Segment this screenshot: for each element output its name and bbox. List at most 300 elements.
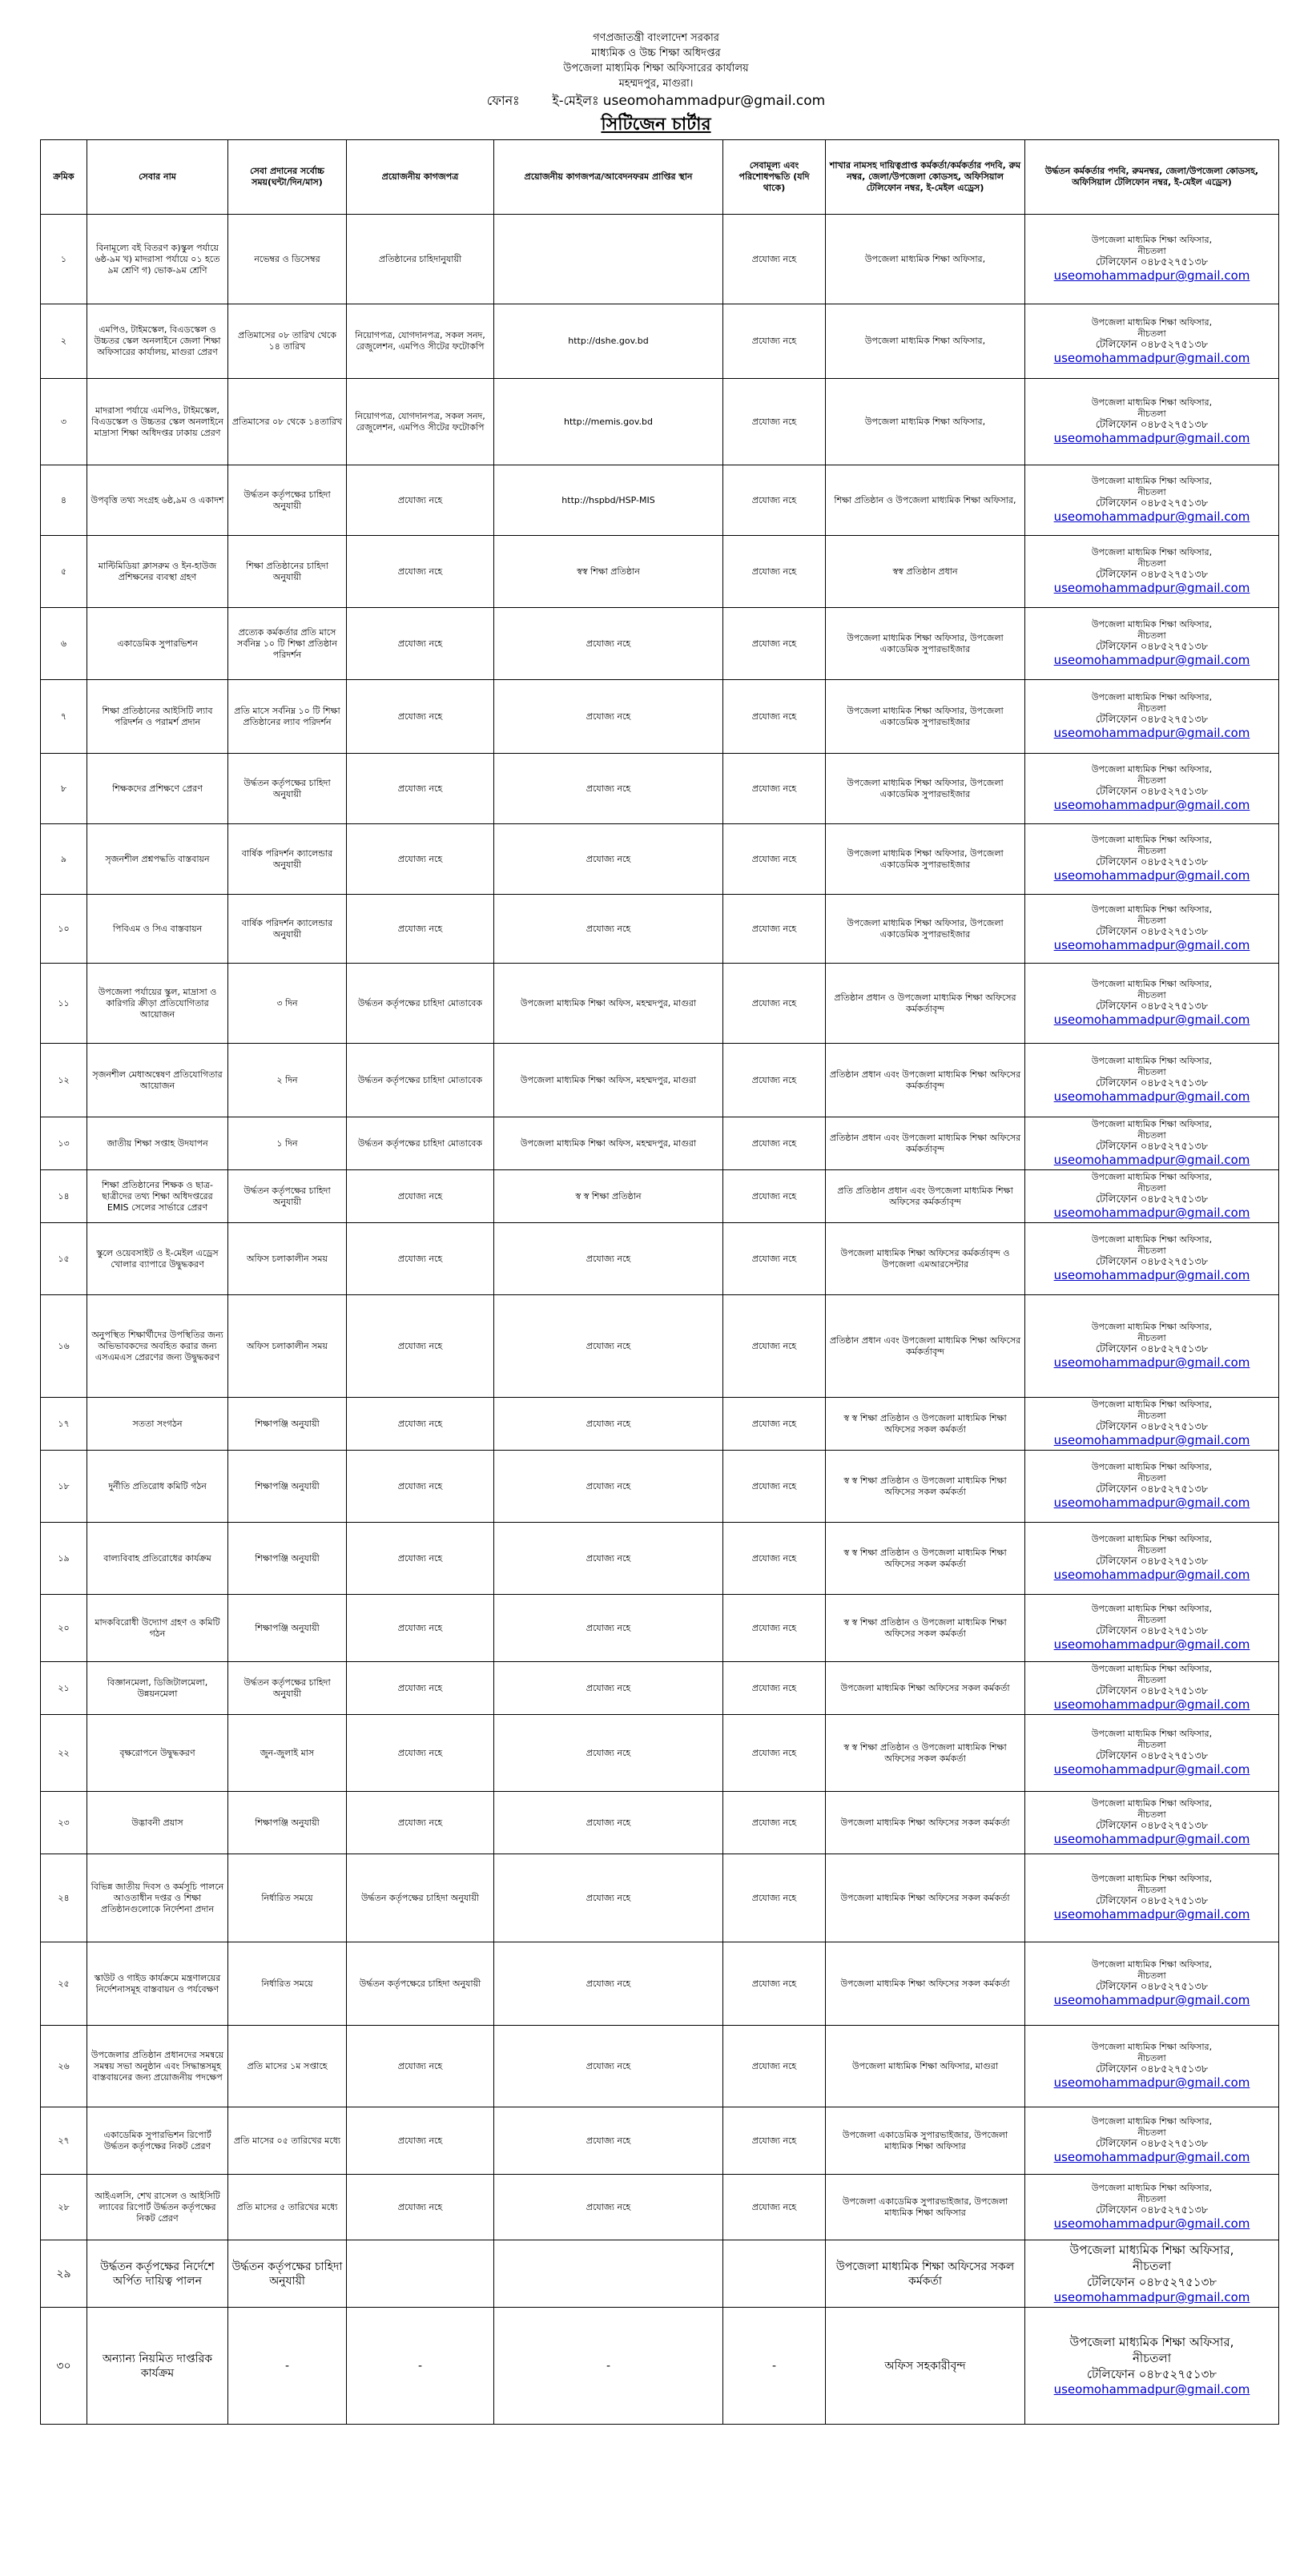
cell-serial: ২৭ [41, 2107, 87, 2175]
table-row [41, 1451, 1279, 1523]
cell-superior-officer [1025, 2107, 1279, 2175]
table-row [41, 2026, 1279, 2107]
officer-email[interactable]: useomohammadpur@gmail.com [1053, 1012, 1250, 1027]
header-email: useomohammadpur@gmail.com [602, 93, 826, 109]
officer-name: উপজেলা মাধ্যমিক শিক্ষা অফিসার, [1091, 1664, 1213, 1674]
cell-serial: ২০ [41, 1595, 87, 1662]
officer-email[interactable]: useomohammadpur@gmail.com [1053, 1993, 1250, 2007]
cell-responsible-officer: উপজেলা একাডেমিক সুপারভাইজার, উপজেলা মাধ্যমিক শিক্ষা অফিসার [826, 2175, 1025, 2240]
officer-email[interactable]: useomohammadpur@gmail.com [1053, 2075, 1250, 2090]
cell-required-documents: প্রযোজ্য নহে [347, 1523, 494, 1595]
table-row [41, 895, 1279, 964]
cell-serial: ২১ [41, 1662, 87, 1715]
cell-required-documents: প্রযোজ্য নহে [347, 536, 494, 608]
cell-max-time: নির্ধারিত সময়ে [228, 1942, 347, 2026]
cell-service-name: একাডেমিক সুপারভিশন রিপোর্ট উর্দ্ধতন কর্তৃপক্ষের নিকট প্রেরণ [87, 2107, 228, 2175]
cell-document-source: - [494, 2308, 723, 2425]
officer-phone: টেলিফোন ০৪৮৫২৭৫১৩৮ [1095, 1141, 1209, 1153]
officer-email[interactable]: useomohammadpur@gmail.com [1053, 1762, 1250, 1777]
cell-document-source: প্রযোজ্য নহে [494, 754, 723, 824]
cell-responsible-officer: প্রতিষ্ঠান প্রধান ও উপজেলা মাধ্যমিক শিক্ষা অফিসের কর্মকর্তাবৃন্দ [826, 964, 1025, 1044]
cell-required-documents: নিয়োগপত্র, যোগদানপত্র, সকল সনদ, রেজুলেশন, এমপিও সীটের ফটোকপি [347, 379, 494, 465]
officer-name: উপজেলা মাধ্যমিক শিক্ষা অফিসার, [1091, 764, 1213, 775]
officer-email[interactable]: useomohammadpur@gmail.com [1053, 1832, 1250, 1846]
cell-required-documents [347, 2240, 494, 2308]
table-row [41, 2175, 1279, 2240]
cell-document-source: প্রযোজ্য নহে [494, 680, 723, 754]
cell-superior-officer [1025, 1595, 1279, 1662]
cell-service-name: সৃজনশীল মেধাঅন্বেষণ প্রতিযোগিতার আয়োজন [87, 1044, 228, 1117]
cell-serial: ১০ [41, 895, 87, 964]
cell-required-documents: প্রযোজ্য নহে [347, 2026, 494, 2107]
cell-service-name: আইএলসি, শেখ রাসেল ও আইসিটি ল্যাবের রিপোর্ট উর্দ্ধতন কর্তৃপক্ষের নিকট প্রেরণ [87, 2175, 228, 2240]
cell-max-time: ২ দিন [228, 1044, 347, 1117]
officer-name: উপজেলা মাধ্যমিক শিক্ষা অফিসার, [1069, 2335, 1234, 2349]
table-row [41, 1662, 1279, 1715]
officer-location: নীচতলা [1137, 1740, 1166, 1750]
phone-label: ফোনঃ [486, 93, 520, 108]
cell-superior-officer [1025, 2026, 1279, 2107]
table-row [41, 536, 1279, 608]
officer-name: উপজেলা মাধ্যমিক শিক্ষা অফিসার, [1091, 2116, 1213, 2127]
cell-required-documents: - [347, 2308, 494, 2425]
officer-name: উপজেলা মাধ্যমিক শিক্ষা অফিসার, [1091, 904, 1213, 915]
officer-location: নীচতলা [1137, 846, 1166, 856]
cell-superior-officer [1025, 304, 1279, 379]
cell-service-name: উপজেলার প্রতিষ্ঠান প্রধানদের সমন্বয়ে সমন্বয় সভা অনুষ্ঠান এবং সিদ্ধান্তসমূহ বাস্তবায়নের জন্য প্রয়োজনীয় পদক্ষেপ [87, 2026, 228, 2107]
cell-service-name: মাল্টিমিডিয়া ক্লাসরুম ও ইন-হাউজ প্রশিক্ষনের ব্যবস্থা গ্রহণ [87, 536, 228, 608]
officer-phone: টেলিফোন ০৪৮৫২৭৫১৩৮ [1095, 1193, 1209, 1205]
officer-email[interactable]: useomohammadpur@gmail.com [1053, 726, 1250, 740]
cell-service-fee: প্রযোজ্য নহে [723, 754, 826, 824]
officer-email[interactable]: useomohammadpur@gmail.com [1053, 1089, 1250, 1104]
cell-superior-officer [1025, 1854, 1279, 1942]
cell-superior-officer [1025, 2175, 1279, 2240]
cell-document-source: প্রযোজ্য নহে [494, 1523, 723, 1595]
cell-responsible-officer: উপজেলা মাধ্যমিক শিক্ষা অফিসের সকল কর্মকর্তা [826, 1792, 1025, 1854]
column-header-document-source: প্রয়োজনীয় কাগজপত্র/আবেদনফরম প্রাপ্তির স্থান [494, 140, 723, 215]
cell-service-name: সৃজনশীল প্রশ্নপদ্ধতি বাস্তবায়ন [87, 824, 228, 895]
cell-responsible-officer: উপজেলা মাধ্যমিক শিক্ষা অফিসার, উপজেলা একাডেমিক সুপারভাইজার [826, 895, 1025, 964]
officer-phone: টেলিফোন ০৪৮৫২৭৫১৩৮ [1095, 569, 1209, 581]
cell-service-name: অনুপস্থিত শিক্ষার্থীদের উপস্থিতির জন্য অভিভাবকদের অবহিত করার জন্য এসএমএস প্রেরণের জন্য উদ্বুদ্ধকরণ [87, 1295, 228, 1398]
officer-email[interactable]: useomohammadpur@gmail.com [1053, 2382, 1250, 2397]
cell-superior-officer [1025, 1662, 1279, 1715]
cell-required-documents: প্রযোজ্য নহে [347, 1792, 494, 1854]
cell-service-name: মাদকবিরোধী উদ্যোগ গ্রহণ ও কমিটি গঠন [87, 1595, 228, 1662]
cell-service-name: উপবৃত্তি তথ্য সংগ্রহ ৬ষ্ঠ,৯ম ও একাদশ [87, 465, 228, 536]
cell-required-documents: প্রযোজ্য নহে [347, 1662, 494, 1715]
cell-serial: ২৪ [41, 1854, 87, 1942]
cell-document-source: উপজেলা মাধ্যমিক শিক্ষা অফিস, মহম্মদপুর, মাগুরা [494, 964, 723, 1044]
cell-document-source: প্রযোজ্য নহে [494, 1398, 723, 1451]
cell-superior-officer [1025, 1044, 1279, 1117]
officer-location: নীচতলা [1137, 1130, 1166, 1141]
cell-serial: ১৭ [41, 1398, 87, 1451]
officer-phone: টেলিফোন ০৪৮৫২৭৫১৩৮ [1095, 2063, 1209, 2075]
cell-responsible-officer: প্রতি প্রতিষ্ঠান প্রধান এবং উপজেলা মাধ্যমিক শিক্ষা অফিসের কর্মকর্তাবৃন্দ [826, 1170, 1025, 1223]
cell-max-time: শিক্ষাপঞ্জি অনুযায়ী [228, 1595, 347, 1662]
column-header-required-documents: প্রয়োজনীয় কাগজপত্র [347, 140, 494, 215]
officer-email[interactable]: useomohammadpur@gmail.com [1053, 1205, 1250, 1220]
cell-max-time: ১ দিন [228, 1117, 347, 1170]
cell-responsible-officer: উপজেলা মাধ্যমিক শিক্ষা অফিসার, [826, 215, 1025, 304]
cell-responsible-officer: উপজেলা মাধ্যমিক শিক্ষা অফিসের সকল কর্মকর্তা [826, 2240, 1025, 2308]
officer-name: উপজেলা মাধ্যমিক শিক্ষা অফিসার, [1091, 235, 1213, 245]
cell-responsible-officer: প্রতিষ্ঠান প্রধান এবং উপজেলা মাধ্যমিক শিক্ষা অফিসের কর্মকর্তাবৃন্দ [826, 1295, 1025, 1398]
officer-name: উপজেলা মাধ্যমিক শিক্ষা অফিসার, [1091, 619, 1213, 630]
cell-document-source: উপজেলা মাধ্যমিক শিক্ষা অফিস, মহম্মদপুর, মাগুরা [494, 1044, 723, 1117]
cell-service-fee: প্রযোজ্য নহে [723, 1398, 826, 1451]
cell-max-time: শিক্ষা প্রতিষ্ঠানের চাহিদা অনুযায়ী [228, 536, 347, 608]
cell-serial: ৩ [41, 379, 87, 465]
officer-location: নীচতলা [1132, 2259, 1172, 2273]
cell-required-documents: প্রযোজ্য নহে [347, 2107, 494, 2175]
cell-superior-officer [1025, 215, 1279, 304]
officer-name: উপজেলা মাধ্যমিক শিক্ষা অফিসার, [1091, 316, 1213, 328]
cell-service-name: বিভিন্ন জাতীয় দিবস ও কর্মসূচি পালনে আওতাধীন দপ্তর ও শিক্ষা প্রতিষ্ঠানগুলোকে নির্দেশনা প্রদান [87, 1854, 228, 1942]
cell-required-documents: প্রযোজ্য নহে [347, 1715, 494, 1792]
cell-service-fee: - [723, 2308, 826, 2425]
cell-required-documents: প্রযোজ্য নহে [347, 680, 494, 754]
cell-document-source: প্রযোজ্য নহে [494, 2026, 723, 2107]
cell-responsible-officer: উপজেলা মাধ্যমিক শিক্ষা অফিসার, মাগুরা [826, 2026, 1025, 2107]
table-row [41, 1854, 1279, 1942]
table-row [41, 754, 1279, 824]
officer-phone: টেলিফোন ০৪৮৫২৭৫১৩৮ [1095, 1625, 1209, 1637]
cell-max-time: প্রতিমাসের ০৮ তারিখ থেকে ১৪ তারিখ [228, 304, 347, 379]
officer-email[interactable]: useomohammadpur@gmail.com [1053, 509, 1250, 524]
officer-email[interactable]: useomohammadpur@gmail.com [1053, 1907, 1250, 1922]
cell-max-time: প্রত্যেক কর্মকর্তার প্রতি মাসে সর্বনিম্ন ১০ টি শিক্ষা প্রতিষ্ঠান পরিদর্শন [228, 608, 347, 680]
officer-phone: টেলিফোন ০৪৮৫২৭৫১৩৮ [1095, 1421, 1209, 1433]
cell-superior-officer [1025, 1942, 1279, 2026]
cell-service-fee: প্রযোজ্য নহে [723, 465, 826, 536]
cell-responsible-officer: স্ব স্ব শিক্ষা প্রতিষ্ঠান ও উপজেলা মাধ্যমিক শিক্ষা অফিসের সকল কর্মকর্তা [826, 1451, 1025, 1523]
cell-service-name: বৃক্ষরোপনে উদ্বুদ্ধকরণ [87, 1715, 228, 1792]
cell-max-time: - [228, 2308, 347, 2425]
cell-service-name: জাতীয় শিক্ষা সপ্তাহ উদযাপন [87, 1117, 228, 1170]
officer-phone: টেলিফোন ০৪৮৫২৭৫১৩৮ [1095, 256, 1209, 268]
cell-responsible-officer: স্ব স্ব শিক্ষা প্রতিষ্ঠান ও উপজেলা মাধ্যমিক শিক্ষা অফিসের সকল কর্মকর্তা [826, 1398, 1025, 1451]
column-header-service-name: সেবার নাম [87, 140, 228, 215]
officer-phone: টেলিফোন ০৪৮৫২৭৫১৩৮ [1095, 338, 1209, 351]
cell-superior-officer [1025, 2240, 1279, 2308]
cell-responsible-officer: উপজেলা মাধ্যমিক শিক্ষা অফিসার, উপজেলা একাডেমিক সুপারভাইজার [826, 824, 1025, 895]
cell-document-source: প্রযোজ্য নহে [494, 1662, 723, 1715]
table-row [41, 215, 1279, 304]
cell-document-source: http://hspbd/HSP-MIS [494, 465, 723, 536]
cell-max-time: প্রতিমাসের ০৮ থেকে ১৪তারিখ [228, 379, 347, 465]
officer-phone: টেলিফোন ০৪৮৫২৭৫১৩৮ [1095, 856, 1209, 868]
cell-responsible-officer: প্রতিষ্ঠান প্রধান এবং উপজেলা মাধ্যমিক শিক্ষা অফিসের কর্মকর্তাবৃন্দ [826, 1117, 1025, 1170]
cell-service-fee: প্রযোজ্য নহে [723, 895, 826, 964]
cell-service-fee: প্রযোজ্য নহে [723, 1451, 826, 1523]
cell-max-time: অফিস চলাকালীন সময় [228, 1223, 347, 1295]
officer-name: উপজেলা মাধ্যমিক শিক্ষা অফিসার, [1091, 1322, 1213, 1332]
cell-service-fee: প্রযোজ্য নহে [723, 215, 826, 304]
cell-document-source: http://dshe.gov.bd [494, 304, 723, 379]
officer-email[interactable]: useomohammadpur@gmail.com [1053, 938, 1250, 952]
officer-phone: টেলিফোন ০৪৮৫২৭৫১৩৮ [1086, 2367, 1217, 2381]
cell-required-documents: উর্দ্ধতন কর্তৃপক্ষের চাহিদা মোতাবেক [347, 1044, 494, 1117]
cell-serial: ৮ [41, 754, 87, 824]
cell-required-documents: উর্দ্ধতন কর্তৃপক্ষের চাহিদা মোতাবেক [347, 1117, 494, 1170]
officer-email[interactable]: useomohammadpur@gmail.com [1053, 1495, 1250, 1510]
cell-service-fee: প্রযোজ্য নহে [723, 379, 826, 465]
cell-service-fee: প্রযোজ্য নহে [723, 1117, 826, 1170]
cell-required-documents: উর্দ্ধতন কর্তৃপক্ষের চাহিদা অনুযায়ী [347, 1854, 494, 1942]
officer-phone: টেলিফোন ০৪৮৫২৭৫১৩৮ [1095, 2138, 1209, 2150]
cell-service-fee: প্রযোজ্য নহে [723, 1595, 826, 1662]
cell-max-time: প্রতি মাসে সর্বনিম্ন ১০ টি শিক্ষা প্রতিষ্ঠানের ল্যাব পরিদর্শন [228, 680, 347, 754]
table-row [41, 1595, 1279, 1662]
cell-max-time: জুন-জুলাই মাস [228, 1715, 347, 1792]
cell-superior-officer [1025, 895, 1279, 964]
officer-email[interactable]: useomohammadpur@gmail.com [1053, 2150, 1250, 2164]
cell-service-fee: প্রযোজ্য নহে [723, 1715, 826, 1792]
officer-phone: টেলিফোন ০৪৮৫২৭৫১৩৮ [1095, 1685, 1209, 1697]
cell-document-source: প্রযোজ্য নহে [494, 1595, 723, 1662]
officer-email[interactable]: useomohammadpur@gmail.com [1053, 2216, 1250, 2231]
cell-responsible-officer: উপজেলা মাধ্যমিক শিক্ষা অফিসের কর্মকর্তাবৃন্দ ও উপজেলা এমআরসেন্টার [826, 1223, 1025, 1295]
officer-name: উপজেলা মাধ্যমিক শিক্ষা অফিসার, [1091, 1399, 1213, 1410]
cell-max-time: বার্ষিক পরিদর্শন ক্যালেন্ডার অনুযায়ী [228, 895, 347, 964]
cell-required-documents: নিয়োগপত্র, যোগদানপত্র, সকল সনদ, রেজুলেশন, এমপিও সীটের ফটোকপি [347, 304, 494, 379]
cell-max-time: ৩ দিন [228, 964, 347, 1044]
officer-name: উপজেলা মাধ্যমিক শিক্ষা অফিসার, [1091, 1119, 1213, 1129]
cell-document-source: স্ব স্ব শিক্ষা প্রতিষ্ঠান [494, 1170, 723, 1223]
cell-required-documents: প্রযোজ্য নহে [347, 1595, 494, 1662]
cell-document-source: স্বস্ব শিক্ষা প্রতিষ্ঠান [494, 536, 723, 608]
cell-service-fee: প্রযোজ্য নহে [723, 964, 826, 1044]
cell-service-fee: প্রযোজ্য নহে [723, 2026, 826, 2107]
officer-location: নীচতলা [1137, 1675, 1166, 1685]
cell-max-time: উর্দ্ধতন কর্তৃপক্ষের চাহিদা অনুযায়ী [228, 465, 347, 536]
cell-document-source: প্রযোজ্য নহে [494, 2175, 723, 2240]
officer-email[interactable]: useomohammadpur@gmail.com [1053, 868, 1250, 883]
cell-max-time: শিক্ষাপঞ্জি অনুযায়ী [228, 1451, 347, 1523]
cell-required-documents: প্রযোজ্য নহে [347, 2175, 494, 2240]
cell-service-name: উদ্ভাবনী প্রয়াস [87, 1792, 228, 1854]
table-header-row [41, 140, 1279, 215]
officer-email[interactable]: useomohammadpur@gmail.com [1053, 1153, 1250, 1167]
table-row [41, 964, 1279, 1044]
cell-max-time: উর্দ্ধতন কর্তৃপক্ষের চাহিদা অনুযায়ী [228, 1662, 347, 1715]
cell-superior-officer [1025, 2308, 1279, 2425]
cell-serial: ১৪ [41, 1170, 87, 1223]
column-header-superior-officer: উর্দ্ধতন কর্মকর্তার পদবি, রুমনম্বর, জেলা/উপজেলা কোডসহ, অফিসিয়াল টেলিফোন নম্বর, ই-মেইল এড্রেস) [1025, 140, 1279, 215]
officer-email[interactable]: useomohammadpur@gmail.com [1053, 268, 1250, 283]
cell-service-name: স্কুলে ওয়েবসাইট ও ই-মেইল এড্রেস খোলার ব্যাপারে উদ্বুদ্ধকরণ [87, 1223, 228, 1295]
cell-service-name: এমপিও, টাইমস্কেল, বিএডস্কেল ও উচ্চতর স্কেল অনলাইনে জেলা শিক্ষা অফিসারের কার্যালয়, মাগুরা প্রেরণ [87, 304, 228, 379]
officer-phone: টেলিফোন ০৪৮৫২৭৫১৩৮ [1095, 1895, 1209, 1907]
cell-service-fee: প্রযোজ্য নহে [723, 680, 826, 754]
officer-name: উপজেলা মাধ্যমিক শিক্ষা অফিসার, [1091, 1056, 1213, 1066]
officer-location: নীচতলা [1137, 1970, 1166, 1981]
table-row [41, 1170, 1279, 1223]
officer-name: উপজেলা মাধ্যমিক শিক্ষা অফিসার, [1091, 476, 1213, 486]
cell-service-name: শিক্ষা প্রতিষ্ঠানের আইসিটি ল্যাব পরিদর্শন ও পরামর্শ প্রদান [87, 680, 228, 754]
officer-location: নীচতলা [1137, 2194, 1166, 2204]
cell-document-source: প্রযোজ্য নহে [494, 1295, 723, 1398]
officer-email[interactable]: useomohammadpur@gmail.com [1053, 581, 1250, 595]
cell-serial: ৩০ [41, 2308, 87, 2425]
cell-document-source: http://memis.gov.bd [494, 379, 723, 465]
officer-name: উপজেলা মাধ্যমিক শিক্ষা অফিসার, [1091, 547, 1213, 557]
cell-max-time: প্রতি মাসের ৫ তারিখের মধ্যে [228, 2175, 347, 2240]
page-title: সিটিজেন চার্টার [601, 115, 711, 135]
cell-required-documents: প্রযোজ্য নহে [347, 1223, 494, 1295]
header-line-office: উপজেলা মাধ্যমিক শিক্ষা অফিসারের কার্যালয় [563, 62, 749, 74]
column-header-service-fee: সেবামূল্য এবং পরিশোধপদ্ধতি (যদি থাকে) [723, 140, 826, 215]
officer-location: নীচতলা [1137, 990, 1166, 1000]
header-line-location: মহম্মদপুর, মাগুরা। [618, 78, 694, 90]
officer-phone: টেলিফোন ০৪৮৫২৭৫১৩৮ [1095, 1256, 1209, 1268]
officer-name: উপজেলা মাধ্যমিক শিক্ষা অফিসার, [1091, 1798, 1213, 1809]
cell-serial: ৯ [41, 824, 87, 895]
officer-phone: টেলিফোন ০৪৮৫২৭৫১৩৮ [1095, 1343, 1209, 1355]
cell-superior-officer [1025, 1170, 1279, 1223]
cell-required-documents: প্রতিষ্ঠানের চাহিদানুযায়ী [347, 215, 494, 304]
officer-name: উপজেলা মাধ্যমিক শিক্ষা অফিসার, [1091, 1534, 1213, 1544]
table-row [41, 1044, 1279, 1117]
officer-location: নীচতলা [1137, 703, 1166, 714]
officer-location: নীচতলা [1137, 916, 1166, 926]
cell-max-time: প্রতি মাসের ০৫ তারিখের মধ্যে [228, 2107, 347, 2175]
cell-responsible-officer: উপজেলা মাধ্যমিক শিক্ষা অফিসের সকল কর্মকর্তা [826, 1662, 1025, 1715]
officer-phone: টেলিফোন ০৪৮৫২৭৫১৩৮ [1095, 2204, 1209, 2216]
officer-name: উপজেলা মাধ্যমিক শিক্ষা অফিসার, [1091, 1462, 1213, 1472]
officer-email[interactable]: useomohammadpur@gmail.com [1053, 1637, 1250, 1652]
cell-service-fee: প্রযোজ্য নহে [723, 536, 826, 608]
cell-required-documents: প্রযোজ্য নহে [347, 465, 494, 536]
officer-name: উপজেলা মাধ্যমিক শিক্ষা অফিসার, [1069, 2243, 1234, 2257]
cell-superior-officer [1025, 824, 1279, 895]
officer-phone: টেলিফোন ০৪৮৫২৭৫১৩৮ [1095, 1981, 1209, 1993]
cell-responsible-officer: উপজেলা মাধ্যমিক শিক্ষা অফিসার, [826, 379, 1025, 465]
cell-superior-officer [1025, 964, 1279, 1044]
cell-serial: ৭ [41, 680, 87, 754]
cell-required-documents: প্রযোজ্য নহে [347, 754, 494, 824]
table-row [41, 465, 1279, 536]
officer-email[interactable]: useomohammadpur@gmail.com [1053, 1433, 1250, 1447]
officer-location: নীচতলা [1137, 1885, 1166, 1895]
officer-email[interactable]: useomohammadpur@gmail.com [1053, 1355, 1250, 1370]
cell-service-fee: প্রযোজ্য নহে [723, 1942, 826, 2026]
officer-phone: টেলিফোন ০৪৮৫২৭৫১৩৮ [1095, 1077, 1209, 1089]
cell-superior-officer [1025, 754, 1279, 824]
officer-phone: টেলিফোন ০৪৮৫২৭৫১৩৮ [1095, 714, 1209, 726]
officer-location: নীচতলা [1137, 2053, 1166, 2063]
table-row [41, 1523, 1279, 1595]
column-header-max-time: সেবা প্রদানের সর্বোচ্চ সময়(ঘন্টা/দিন/মাস) [228, 140, 347, 215]
cell-document-source: প্রযোজ্য নহে [494, 1854, 723, 1942]
officer-location: নীচতলা [1132, 2351, 1172, 2365]
cell-serial: ৪ [41, 465, 87, 536]
cell-max-time: উর্দ্ধতন কর্তৃপক্ষের চাহিদা অনুযায়ী [228, 1170, 347, 1223]
officer-name: উপজেলা মাধ্যমিক শিক্ষা অফিসার, [1091, 692, 1213, 702]
officer-name: উপজেলা মাধ্যমিক শিক্ষা অফিসার, [1091, 1172, 1213, 1182]
officer-location: নীচতলা [1137, 1067, 1166, 1077]
cell-service-fee: প্রযোজ্য নহে [723, 824, 826, 895]
cell-service-fee: প্রযোজ্য নহে [723, 1662, 826, 1715]
officer-email[interactable]: useomohammadpur@gmail.com [1053, 798, 1250, 812]
cell-responsible-officer: উপজেলা মাধ্যমিক শিক্ষা অফিসের সকল কর্মকর্তা [826, 1854, 1025, 1942]
officer-name: উপজেলা মাধ্যমিক শিক্ষা অফিসার, [1091, 1874, 1213, 1884]
officer-email[interactable]: useomohammadpur@gmail.com [1053, 653, 1250, 667]
cell-service-name: বিজ্ঞানমেলা, ডিজিটালমেলা, উন্নয়নমেলা [87, 1662, 228, 1715]
cell-document-source [494, 215, 723, 304]
cell-responsible-officer: উপজেলা মাধ্যমিক শিক্ষা অফিসার, উপজেলা একাডেমিক সুপারভাইজার [826, 608, 1025, 680]
officer-phone: টেলিফোন ০৪৮৫২৭৫১৩৮ [1095, 1483, 1209, 1495]
officer-name: উপজেলা মাধ্যমিক শিক্ষা অফিসার, [1091, 397, 1213, 408]
cell-document-source: প্রযোজ্য নহে [494, 1451, 723, 1523]
cell-document-source: প্রযোজ্য নহে [494, 1715, 723, 1792]
cell-superior-officer [1025, 1523, 1279, 1595]
table-row [41, 1117, 1279, 1170]
cell-serial: ১৫ [41, 1223, 87, 1295]
table-row [41, 2107, 1279, 2175]
cell-required-documents: প্রযোজ্য নহে [347, 1295, 494, 1398]
cell-required-documents: প্রযোজ্য নহে [347, 824, 494, 895]
officer-phone: টেলিফোন ০৪৮৫২৭৫১৩৮ [1095, 641, 1209, 653]
cell-service-name: বিনামূল্যে বই বিতরণ ক)স্কুল পর্যায়ে ৬ষ্ঠ-৯ম খ) মাদরাসা পর্যায়ে ০১ হতে ৯ম শ্রেণি গ) ভোক-৯ম শ্রেণি [87, 215, 228, 304]
officer-email[interactable]: useomohammadpur@gmail.com [1053, 1268, 1250, 1282]
cell-serial: ২৬ [41, 2026, 87, 2107]
cell-superior-officer [1025, 680, 1279, 754]
table-row [41, 1715, 1279, 1792]
cell-responsible-officer: শিক্ষা প্রতিষ্ঠান ও উপজেলা মাধ্যমিক শিক্ষা অফিসার, [826, 465, 1025, 536]
officer-location: নীচতলা [1137, 1246, 1166, 1256]
cell-responsible-officer: স্বস্ব প্রতিষ্ঠান প্রধান [826, 536, 1025, 608]
table-row [41, 2240, 1279, 2308]
officer-location: নীচতলা [1137, 1545, 1166, 1556]
cell-responsible-officer: উপজেলা একাডেমিক সুপারভাইজার, উপজেলা মাধ্যমিক শিক্ষা অফিসার [826, 2107, 1025, 2175]
cell-service-fee [723, 2240, 826, 2308]
cell-required-documents: উর্দ্ধতন কর্তৃপক্ষেরে চাহিদা অনুযায়ী [347, 1942, 494, 2026]
cell-superior-officer [1025, 608, 1279, 680]
officer-email[interactable]: useomohammadpur@gmail.com [1053, 350, 1250, 365]
cell-responsible-officer: উপজেলা মাধ্যমিক শিক্ষা অফিসের সকল কর্মকর্তা [826, 1942, 1025, 2026]
officer-email[interactable]: useomohammadpur@gmail.com [1053, 2290, 1250, 2304]
cell-required-documents: প্রযোজ্য নহে [347, 1398, 494, 1451]
cell-service-fee: প্রযোজ্য নহে [723, 1295, 826, 1398]
cell-service-name: একাডেমিক সুপারভিশন [87, 608, 228, 680]
cell-document-source: প্রযোজ্য নহে [494, 895, 723, 964]
cell-service-name: উর্দ্ধতন কর্তৃপক্ষের নির্দেশে অর্পিত দায়িত্ব পালন [87, 2240, 228, 2308]
cell-required-documents: প্রযোজ্য নহে [347, 895, 494, 964]
officer-phone: টেলিফোন ০৪৮৫২৭৫১৩৮ [1095, 1000, 1209, 1012]
officer-phone: টেলিফোন ০৪৮৫২৭৫১৩৮ [1095, 1750, 1209, 1762]
cell-serial: ৬ [41, 608, 87, 680]
cell-responsible-officer: উপজেলা মাধ্যমিক শিক্ষা অফিসার, উপজেলা একাডেমিক সুপারভাইজার [826, 680, 1025, 754]
cell-max-time: উর্দ্ধতন কর্তৃপক্ষের চাহিদা অনুযায়ী [228, 754, 347, 824]
table-row [41, 1942, 1279, 2026]
cell-required-documents: প্রযোজ্য নহে [347, 1170, 494, 1223]
officer-email[interactable]: useomohammadpur@gmail.com [1053, 431, 1250, 445]
cell-document-source: প্রযোজ্য নহে [494, 1223, 723, 1295]
cell-max-time: শিক্ষাপঞ্জি অনুযায়ী [228, 1792, 347, 1854]
table-row [41, 304, 1279, 379]
officer-name: উপজেলা মাধ্যমিক শিক্ষা অফিসার, [1091, 2183, 1213, 2193]
cell-responsible-officer: অফিস সহকারীবৃন্দ [826, 2308, 1025, 2425]
officer-email[interactable]: useomohammadpur@gmail.com [1053, 1568, 1250, 1582]
officer-email[interactable]: useomohammadpur@gmail.com [1053, 1697, 1250, 1712]
officer-name: উপজেলা মাধ্যমিক শিক্ষা অফিসার, [1091, 1959, 1213, 1970]
table-row [41, 1223, 1279, 1295]
table-row [41, 824, 1279, 895]
